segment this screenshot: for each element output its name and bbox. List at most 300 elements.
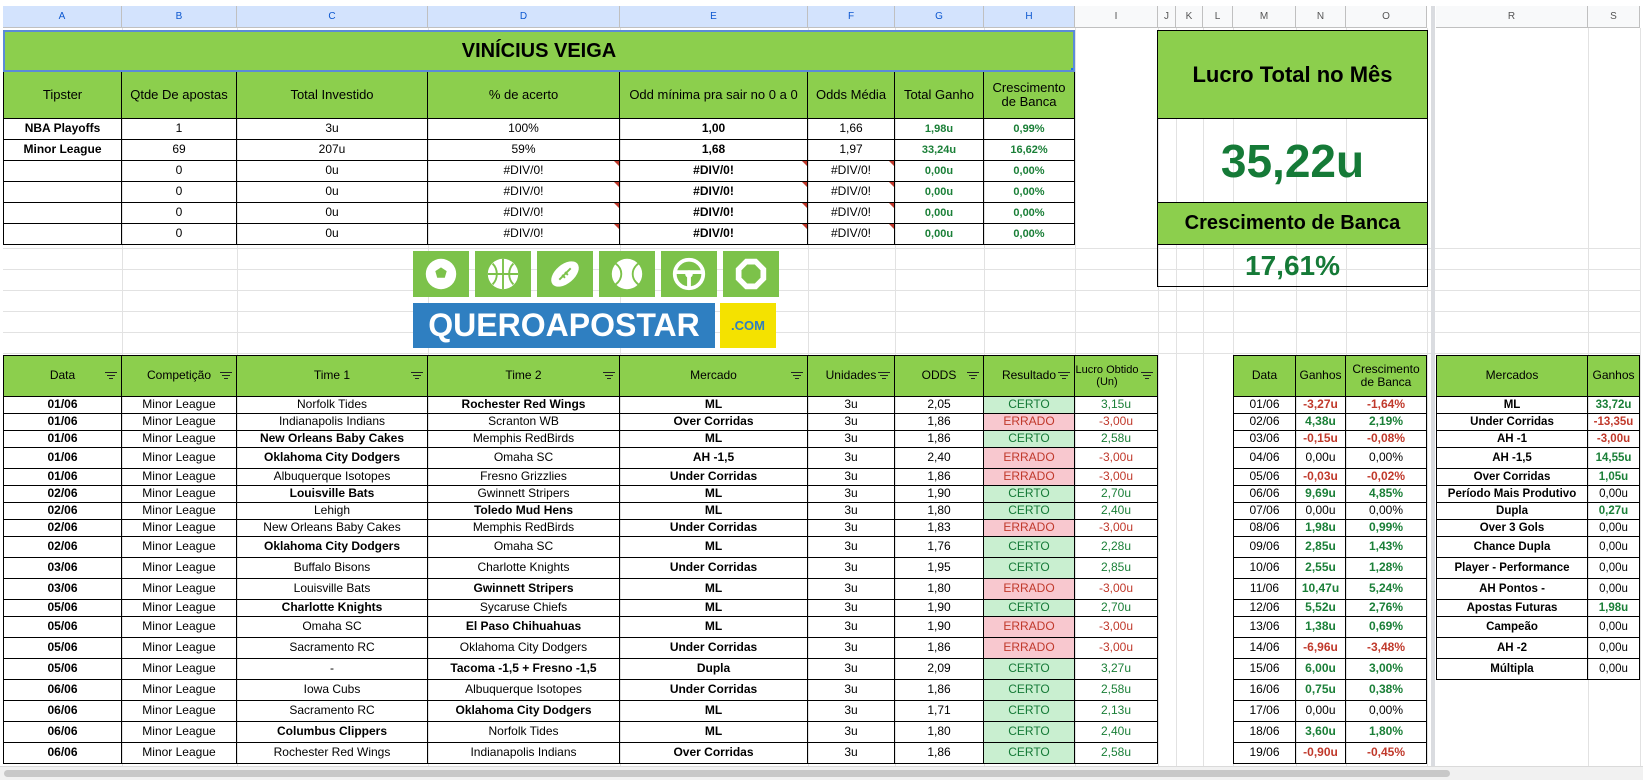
daily-date[interactable]: 16/06	[1233, 680, 1296, 701]
bets-cell[interactable]: 3u	[808, 414, 895, 431]
daily-header[interactable]: Data	[1233, 355, 1296, 397]
column-header-i[interactable]: I	[1075, 6, 1158, 28]
bet-result[interactable]: ERRADO	[984, 638, 1075, 659]
bet-result[interactable]: CERTO	[984, 743, 1075, 764]
summary-cell[interactable]: 0,00u	[895, 161, 984, 182]
summary-cell[interactable]: 0,00u	[895, 203, 984, 224]
market-gain[interactable]: 0,00u	[1588, 617, 1640, 638]
bet-market[interactable]: Under Corridas	[620, 680, 808, 701]
bet-team-2[interactable]: Albuquerque Isotopes	[428, 680, 620, 701]
bet-team-1[interactable]: Indianapolis Indians	[237, 414, 428, 431]
bet-date[interactable]: 02/06	[3, 520, 122, 537]
bets-cell[interactable]: 1,83	[895, 520, 984, 537]
bet-team-2[interactable]: Omaha SC	[428, 537, 620, 558]
daily-cell[interactable]: 4,85%	[1346, 486, 1427, 503]
summary-header[interactable]: Tipster	[3, 72, 122, 119]
bet-result[interactable]: ERRADO	[984, 448, 1075, 469]
bets-cell[interactable]: Minor League	[122, 617, 237, 638]
bets-cell[interactable]: 1,86	[895, 414, 984, 431]
summary-header[interactable]: Qtde De apostas	[122, 72, 237, 119]
markets-header[interactable]: Mercados	[1436, 355, 1588, 397]
bets-cell[interactable]: 3u	[808, 469, 895, 486]
daily-header[interactable]: Ganhos	[1296, 355, 1346, 397]
market-gain[interactable]: -13,35u	[1588, 414, 1640, 431]
summary-cell[interactable]: 0,00%	[984, 182, 1075, 203]
bet-team-2[interactable]: Norfolk Tides	[428, 722, 620, 743]
market-gain[interactable]: -3,00u	[1588, 431, 1640, 448]
bet-date[interactable]: 05/06	[3, 600, 122, 617]
column-header-n[interactable]: N	[1296, 6, 1346, 28]
daily-date[interactable]: 07/06	[1233, 503, 1296, 520]
bet-team-1[interactable]: Buffalo Bisons	[237, 558, 428, 579]
bets-header[interactable]: Competição	[122, 355, 237, 397]
summary-cell[interactable]: 1,68	[620, 140, 808, 161]
daily-cell[interactable]: 0,00u	[1296, 448, 1346, 469]
bet-team-1[interactable]: Sacramento RC	[237, 701, 428, 722]
bet-market[interactable]: ML	[620, 486, 808, 503]
bet-profit[interactable]: 2,58u	[1075, 743, 1158, 764]
summary-header[interactable]: Odd mínima pra sair no 0 a 0	[620, 72, 808, 119]
summary-header[interactable]: Crescimento de Banca	[984, 72, 1075, 119]
bet-team-2[interactable]: Indianapolis Indians	[428, 743, 620, 764]
summary-cell[interactable]: #DIV/0!	[428, 203, 620, 224]
bet-profit[interactable]: 2,28u	[1075, 537, 1158, 558]
summary-cell[interactable]: 0	[122, 224, 237, 245]
bet-profit[interactable]: -3,00u	[1075, 448, 1158, 469]
daily-cell[interactable]: -0,08%	[1346, 431, 1427, 448]
summary-cell[interactable]: 3u	[237, 119, 428, 140]
bets-header[interactable]: Mercado	[620, 355, 808, 397]
bets-cell[interactable]: 1,86	[895, 743, 984, 764]
daily-cell[interactable]: 0,69%	[1346, 617, 1427, 638]
bets-header[interactable]: Unidades	[808, 355, 895, 397]
bet-date[interactable]: 01/06	[3, 397, 122, 414]
daily-date[interactable]: 02/06	[1233, 414, 1296, 431]
summary-cell[interactable]: 0,00%	[984, 161, 1075, 182]
summary-cell[interactable]: 1,98u	[895, 119, 984, 140]
market-name[interactable]: Múltipla	[1436, 659, 1588, 680]
market-gain[interactable]: 14,55u	[1588, 448, 1640, 469]
column-header-j[interactable]: J	[1158, 6, 1176, 28]
bets-cell[interactable]: 3u	[808, 448, 895, 469]
bet-result[interactable]: CERTO	[984, 431, 1075, 448]
bets-cell[interactable]: Minor League	[122, 414, 237, 431]
bet-date[interactable]: 01/06	[3, 414, 122, 431]
bets-cell[interactable]: 3u	[808, 680, 895, 701]
filter-icon[interactable]	[1058, 372, 1070, 380]
bet-profit[interactable]: -3,00u	[1075, 617, 1158, 638]
bet-team-1[interactable]: -	[237, 659, 428, 680]
market-gain[interactable]: 0,00u	[1588, 558, 1640, 579]
bets-cell[interactable]: 3u	[808, 558, 895, 579]
summary-tipster[interactable]	[3, 182, 122, 203]
column-header-k[interactable]: K	[1176, 6, 1203, 28]
scrollbar-thumb[interactable]	[4, 770, 1450, 777]
bet-date[interactable]: 03/06	[3, 558, 122, 579]
daily-date[interactable]: 18/06	[1233, 722, 1296, 743]
bet-profit[interactable]: -3,00u	[1075, 414, 1158, 431]
bets-cell[interactable]: Minor League	[122, 638, 237, 659]
market-name[interactable]: AH -1	[1436, 431, 1588, 448]
bet-date[interactable]: 05/06	[3, 659, 122, 680]
summary-cell[interactable]: 33,24u	[895, 140, 984, 161]
daily-cell[interactable]: -0,90u	[1296, 743, 1346, 764]
daily-date[interactable]: 01/06	[1233, 397, 1296, 414]
summary-tipster[interactable]	[3, 161, 122, 182]
column-header-o[interactable]: O	[1346, 6, 1427, 28]
bet-date[interactable]: 02/06	[3, 486, 122, 503]
daily-cell[interactable]: 5,24%	[1346, 579, 1427, 600]
bet-profit[interactable]: -3,00u	[1075, 520, 1158, 537]
column-header-d[interactable]: D	[428, 6, 620, 28]
profit-title[interactable]: Lucro Total no Mês	[1157, 30, 1428, 119]
summary-cell[interactable]: 0,00u	[895, 224, 984, 245]
bet-market[interactable]: Under Corridas	[620, 520, 808, 537]
market-gain[interactable]: 0,00u	[1588, 537, 1640, 558]
bet-date[interactable]: 02/06	[3, 537, 122, 558]
summary-cell[interactable]: 0,00u	[895, 182, 984, 203]
daily-cell[interactable]: 10,47u	[1296, 579, 1346, 600]
bets-cell[interactable]: Minor League	[122, 558, 237, 579]
bets-cell[interactable]: 3u	[808, 397, 895, 414]
daily-cell[interactable]: 3,60u	[1296, 722, 1346, 743]
bets-cell[interactable]: 1,90	[895, 600, 984, 617]
bet-date[interactable]: 05/06	[3, 617, 122, 638]
bet-team-2[interactable]: Gwinnett Stripers	[428, 486, 620, 503]
summary-tipster[interactable]: Minor League	[3, 140, 122, 161]
bet-result[interactable]: CERTO	[984, 600, 1075, 617]
filter-icon[interactable]	[791, 372, 803, 380]
bets-cell[interactable]: 1,71	[895, 701, 984, 722]
bets-header[interactable]: ODDS	[895, 355, 984, 397]
daily-cell[interactable]: 0,00%	[1346, 448, 1427, 469]
summary-cell[interactable]: 0	[122, 182, 237, 203]
market-gain[interactable]: 33,72u	[1588, 397, 1640, 414]
daily-header[interactable]: Crescimento de Banca	[1346, 355, 1427, 397]
daily-cell[interactable]: 2,55u	[1296, 558, 1346, 579]
bet-result[interactable]: CERTO	[984, 659, 1075, 680]
daily-cell[interactable]: 4,38u	[1296, 414, 1346, 431]
bet-team-1[interactable]: Albuquerque Isotopes	[237, 469, 428, 486]
summary-cell[interactable]: 0,00%	[984, 203, 1075, 224]
daily-cell[interactable]: 0,00u	[1296, 701, 1346, 722]
bet-profit[interactable]: -3,00u	[1075, 469, 1158, 486]
bet-date[interactable]: 05/06	[3, 638, 122, 659]
summary-tipster[interactable]: NBA Playoffs	[3, 119, 122, 140]
market-name[interactable]: AH -2	[1436, 638, 1588, 659]
summary-cell[interactable]: 0,99%	[984, 119, 1075, 140]
bets-cell[interactable]: Minor League	[122, 579, 237, 600]
market-name[interactable]: AH -1,5	[1436, 448, 1588, 469]
daily-cell[interactable]: 0,99%	[1346, 520, 1427, 537]
summary-cell[interactable]: #DIV/0!	[428, 182, 620, 203]
bets-cell[interactable]: 1,86	[895, 638, 984, 659]
bet-result[interactable]: CERTO	[984, 722, 1075, 743]
daily-cell[interactable]: 0,00u	[1296, 503, 1346, 520]
bets-cell[interactable]: 3u	[808, 722, 895, 743]
summary-header[interactable]: Odds Média	[808, 72, 895, 119]
bet-result[interactable]: CERTO	[984, 537, 1075, 558]
market-name[interactable]: Campeão	[1436, 617, 1588, 638]
summary-cell[interactable]: #DIV/0!	[428, 224, 620, 245]
daily-date[interactable]: 05/06	[1233, 469, 1296, 486]
bet-market[interactable]: ML	[620, 431, 808, 448]
bet-profit[interactable]: 3,27u	[1075, 659, 1158, 680]
summary-cell[interactable]: 69	[122, 140, 237, 161]
daily-cell[interactable]: 0,38%	[1346, 680, 1427, 701]
column-header-a[interactable]: A	[3, 6, 122, 28]
bet-team-1[interactable]: New Orleans Baby Cakes	[237, 431, 428, 448]
bets-cell[interactable]: Minor League	[122, 469, 237, 486]
bet-team-1[interactable]: Columbus Clippers	[237, 722, 428, 743]
daily-date[interactable]: 10/06	[1233, 558, 1296, 579]
market-name[interactable]: Over Corridas	[1436, 469, 1588, 486]
bet-market[interactable]: Under Corridas	[620, 469, 808, 486]
bets-cell[interactable]: 1,80	[895, 722, 984, 743]
market-name[interactable]: Apostas Futuras	[1436, 600, 1588, 617]
bet-profit[interactable]: 2,85u	[1075, 558, 1158, 579]
summary-cell[interactable]: 0u	[237, 161, 428, 182]
summary-cell[interactable]: #DIV/0!	[620, 182, 808, 203]
market-gain[interactable]: 0,00u	[1588, 486, 1640, 503]
bet-result[interactable]: CERTO	[984, 397, 1075, 414]
filter-icon[interactable]	[878, 372, 890, 380]
bet-team-1[interactable]: New Orleans Baby Cakes	[237, 520, 428, 537]
bet-date[interactable]: 06/06	[3, 743, 122, 764]
daily-cell[interactable]: 1,98u	[1296, 520, 1346, 537]
filter-icon[interactable]	[603, 372, 615, 380]
bets-header[interactable]: Data	[3, 355, 122, 397]
bets-cell[interactable]: 3u	[808, 431, 895, 448]
daily-date[interactable]: 04/06	[1233, 448, 1296, 469]
summary-cell[interactable]: #DIV/0!	[620, 203, 808, 224]
profit-value[interactable]: 35,22u	[1157, 119, 1428, 203]
bet-date[interactable]: 03/06	[3, 579, 122, 600]
bet-profit[interactable]: 3,15u	[1075, 397, 1158, 414]
summary-cell[interactable]: #DIV/0!	[808, 182, 895, 203]
bet-team-2[interactable]: Fresno Grizzlies	[428, 469, 620, 486]
bet-team-2[interactable]: Gwinnett Stripers	[428, 579, 620, 600]
bet-team-1[interactable]: Louisville Bats	[237, 579, 428, 600]
bet-team-2[interactable]: Oklahoma City Dodgers	[428, 638, 620, 659]
bet-date[interactable]: 06/06	[3, 701, 122, 722]
market-name[interactable]: Under Corridas	[1436, 414, 1588, 431]
summary-cell[interactable]: 1,00	[620, 119, 808, 140]
filter-icon[interactable]	[220, 372, 232, 380]
market-name[interactable]: Chance Dupla	[1436, 537, 1588, 558]
summary-cell[interactable]: 0u	[237, 203, 428, 224]
bets-cell[interactable]: 1,86	[895, 680, 984, 701]
summary-cell[interactable]: 0u	[237, 224, 428, 245]
bet-date[interactable]: 02/06	[3, 503, 122, 520]
bet-market[interactable]: ML	[620, 579, 808, 600]
bets-cell[interactable]: Minor League	[122, 701, 237, 722]
market-gain[interactable]: 0,00u	[1588, 638, 1640, 659]
bets-cell[interactable]: Minor League	[122, 448, 237, 469]
daily-cell[interactable]: -0,02%	[1346, 469, 1427, 486]
daily-cell[interactable]: -3,27u	[1296, 397, 1346, 414]
summary-cell[interactable]: #DIV/0!	[808, 161, 895, 182]
bet-team-2[interactable]: Charlotte Knights	[428, 558, 620, 579]
bets-cell[interactable]: 1,86	[895, 431, 984, 448]
bet-market[interactable]: AH -1,5	[620, 448, 808, 469]
bet-team-2[interactable]: Scranton WB	[428, 414, 620, 431]
market-name[interactable]: Período Mais Produtivo	[1436, 486, 1588, 503]
summary-cell[interactable]: #DIV/0!	[428, 161, 620, 182]
bet-team-2[interactable]: Oklahoma City Dodgers	[428, 701, 620, 722]
column-header-f[interactable]: F	[808, 6, 895, 28]
daily-date[interactable]: 14/06	[1233, 638, 1296, 659]
bet-profit[interactable]: 2,70u	[1075, 486, 1158, 503]
bets-cell[interactable]: 1,80	[895, 579, 984, 600]
daily-date[interactable]: 19/06	[1233, 743, 1296, 764]
bet-result[interactable]: CERTO	[984, 701, 1075, 722]
daily-date[interactable]: 08/06	[1233, 520, 1296, 537]
bets-cell[interactable]: Minor League	[122, 743, 237, 764]
summary-cell[interactable]: #DIV/0!	[620, 161, 808, 182]
bet-date[interactable]: 01/06	[3, 431, 122, 448]
bet-market[interactable]: ML	[620, 617, 808, 638]
bet-team-1[interactable]: Louisville Bats	[237, 486, 428, 503]
bets-cell[interactable]: 3u	[808, 486, 895, 503]
daily-cell[interactable]: -3,48%	[1346, 638, 1427, 659]
daily-cell[interactable]: 1,28%	[1346, 558, 1427, 579]
daily-date[interactable]: 13/06	[1233, 617, 1296, 638]
summary-tipster[interactable]	[3, 203, 122, 224]
bet-result[interactable]: ERRADO	[984, 579, 1075, 600]
bets-cell[interactable]: 3u	[808, 520, 895, 537]
daily-cell[interactable]: 0,00%	[1346, 503, 1427, 520]
bet-market[interactable]: Over Corridas	[620, 414, 808, 431]
bet-profit[interactable]: 2,40u	[1075, 722, 1158, 743]
bets-cell[interactable]: 3u	[808, 617, 895, 638]
bet-team-1[interactable]: Oklahoma City Dodgers	[237, 448, 428, 469]
bets-cell[interactable]: 3u	[808, 600, 895, 617]
daily-cell[interactable]: 5,52u	[1296, 600, 1346, 617]
column-header-r[interactable]: R	[1436, 6, 1588, 28]
daily-date[interactable]: 15/06	[1233, 659, 1296, 680]
bet-result[interactable]: ERRADO	[984, 520, 1075, 537]
market-gain[interactable]: 0,27u	[1588, 503, 1640, 520]
bet-team-1[interactable]: Rochester Red Wings	[237, 743, 428, 764]
bet-team-2[interactable]: Rochester Red Wings	[428, 397, 620, 414]
daily-cell[interactable]: 2,76%	[1346, 600, 1427, 617]
daily-cell[interactable]: 0,00%	[1346, 701, 1427, 722]
bets-cell[interactable]: Minor League	[122, 397, 237, 414]
daily-cell[interactable]: -6,96u	[1296, 638, 1346, 659]
daily-date[interactable]: 17/06	[1233, 701, 1296, 722]
bets-cell[interactable]: Minor League	[122, 503, 237, 520]
bet-market[interactable]: ML	[620, 397, 808, 414]
daily-cell[interactable]: 6,00u	[1296, 659, 1346, 680]
column-header-e[interactable]: E	[620, 6, 808, 28]
column-header-g[interactable]: G	[895, 6, 984, 28]
bet-market[interactable]: ML	[620, 537, 808, 558]
bets-cell[interactable]: Minor League	[122, 537, 237, 558]
growth-value[interactable]: 17,61%	[1157, 245, 1428, 287]
bet-date[interactable]: 06/06	[3, 680, 122, 701]
bets-cell[interactable]: 1,80	[895, 503, 984, 520]
bet-result[interactable]: CERTO	[984, 503, 1075, 520]
daily-cell[interactable]: -0,45%	[1346, 743, 1427, 764]
summary-header[interactable]: % de acerto	[428, 72, 620, 119]
daily-date[interactable]: 11/06	[1233, 579, 1296, 600]
column-header-c[interactable]: C	[237, 6, 428, 28]
bet-team-1[interactable]: Iowa Cubs	[237, 680, 428, 701]
summary-cell[interactable]: #DIV/0!	[620, 224, 808, 245]
daily-cell[interactable]: -0,15u	[1296, 431, 1346, 448]
bets-cell[interactable]: Minor League	[122, 680, 237, 701]
market-name[interactable]: Dupla	[1436, 503, 1588, 520]
bet-market[interactable]: Under Corridas	[620, 638, 808, 659]
bets-cell[interactable]: 2,09	[895, 659, 984, 680]
bet-market[interactable]: ML	[620, 503, 808, 520]
summary-cell[interactable]: 100%	[428, 119, 620, 140]
column-header-s[interactable]: S	[1588, 6, 1640, 28]
bets-cell[interactable]: Minor League	[122, 659, 237, 680]
summary-cell[interactable]: #DIV/0!	[808, 224, 895, 245]
bet-market[interactable]: ML	[620, 701, 808, 722]
filter-icon[interactable]	[411, 372, 423, 380]
bet-profit[interactable]: 2,13u	[1075, 701, 1158, 722]
bet-team-2[interactable]: Memphis RedBirds	[428, 520, 620, 537]
daily-cell[interactable]: 1,43%	[1346, 537, 1427, 558]
summary-cell[interactable]: 1,97	[808, 140, 895, 161]
bet-date[interactable]: 06/06	[3, 722, 122, 743]
bet-team-1[interactable]: Sacramento RC	[237, 638, 428, 659]
bet-profit[interactable]: -3,00u	[1075, 638, 1158, 659]
filter-icon[interactable]	[967, 372, 979, 380]
bets-cell[interactable]: 1,90	[895, 486, 984, 503]
market-name[interactable]: AH Pontos -	[1436, 579, 1588, 600]
bet-team-2[interactable]: Toledo Mud Hens	[428, 503, 620, 520]
bet-team-1[interactable]: Norfolk Tides	[237, 397, 428, 414]
sheet-title[interactable]	[3, 30, 1075, 72]
summary-cell[interactable]: 0,00%	[984, 224, 1075, 245]
bets-cell[interactable]: Minor League	[122, 486, 237, 503]
daily-cell[interactable]: 1,80%	[1346, 722, 1427, 743]
bet-market[interactable]: Under Corridas	[620, 558, 808, 579]
summary-header[interactable]: Total Ganho	[895, 72, 984, 119]
bets-cell[interactable]: 3u	[808, 701, 895, 722]
bet-result[interactable]: ERRADO	[984, 469, 1075, 486]
bet-team-2[interactable]: El Paso Chihuahuas	[428, 617, 620, 638]
bet-date[interactable]: 01/06	[3, 448, 122, 469]
daily-date[interactable]: 06/06	[1233, 486, 1296, 503]
market-name[interactable]: Over 3 Gols	[1436, 520, 1588, 537]
bet-market[interactable]: Dupla	[620, 659, 808, 680]
bet-profit[interactable]: 2,58u	[1075, 431, 1158, 448]
bets-cell[interactable]: 1,86	[895, 469, 984, 486]
daily-cell[interactable]: -0,03u	[1296, 469, 1346, 486]
summary-cell[interactable]: 16,62%	[984, 140, 1075, 161]
bets-cell[interactable]: 3u	[808, 743, 895, 764]
daily-cell[interactable]: -1,64%	[1346, 397, 1427, 414]
bets-header[interactable]: Time 2	[428, 355, 620, 397]
bets-header[interactable]: Time 1	[237, 355, 428, 397]
summary-cell[interactable]: 0u	[237, 182, 428, 203]
bet-team-2[interactable]: Omaha SC	[428, 448, 620, 469]
summary-cell[interactable]: #DIV/0!	[808, 203, 895, 224]
summary-cell[interactable]: 0	[122, 203, 237, 224]
bet-team-2[interactable]: Tacoma -1,5 + Fresno -1,5	[428, 659, 620, 680]
bet-market[interactable]: Over Corridas	[620, 743, 808, 764]
bet-result[interactable]: ERRADO	[984, 414, 1075, 431]
summary-cell[interactable]: 1	[122, 119, 237, 140]
market-gain[interactable]: 0,00u	[1588, 659, 1640, 680]
summary-header[interactable]: Total Investido	[237, 72, 428, 119]
daily-date[interactable]: 03/06	[1233, 431, 1296, 448]
